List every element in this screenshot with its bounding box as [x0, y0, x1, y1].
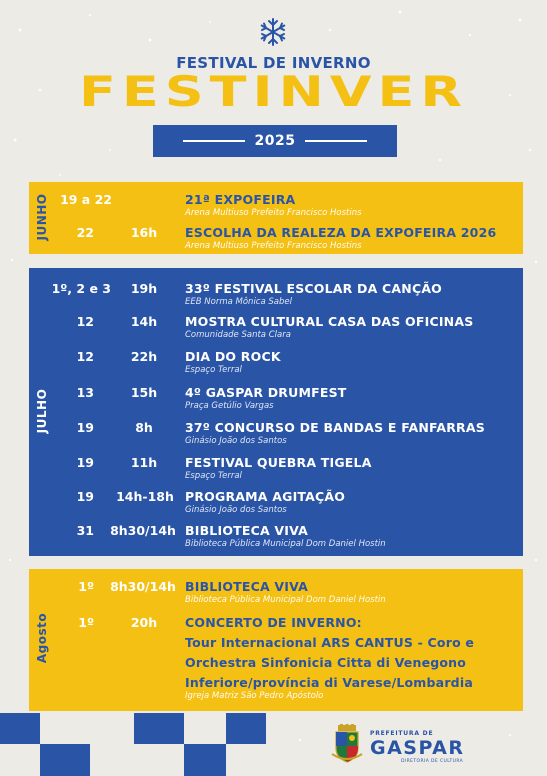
- event-time: 19h: [130, 281, 158, 296]
- month-label-august: Agosto: [35, 612, 49, 664]
- city-crest-icon: [330, 724, 364, 764]
- logo-department-text: DIRETORIA DE CULTURA: [401, 759, 464, 764]
- event-time: 8h: [135, 420, 153, 435]
- event-venue: Espaço Terral: [185, 365, 242, 375]
- event-venue: Arena Multiuso Prefeito Francisco Hostins: [185, 208, 362, 218]
- event-venue: Igreja Matriz São Pedro Apóstolo: [185, 691, 324, 701]
- section-july: [29, 268, 523, 556]
- month-label-june: JUNHO: [35, 193, 49, 241]
- event-time: 11h: [130, 455, 158, 470]
- event-title: PROGRAMA AGITAÇÃO: [185, 489, 346, 504]
- event-date: 19: [76, 455, 94, 470]
- event-date: 12: [76, 349, 94, 364]
- event-description-line: Orchestra Sinfonicia Citta di Venegono: [185, 655, 467, 670]
- event-time: 20h: [130, 615, 158, 630]
- event-venue: Praça Getúlio Vargas: [185, 401, 274, 411]
- event-venue: Comunidade Santa Clara: [185, 330, 291, 340]
- event-title: 37º CONCURSO DE BANDAS E FANFARRAS: [185, 420, 485, 435]
- event-title: DIA DO ROCK: [185, 349, 281, 364]
- event-venue: Ginásio João dos Santos: [185, 505, 287, 515]
- event-date: 12: [76, 314, 94, 329]
- event-title: MOSTRA CULTURAL CASA DAS OFICINAS: [185, 314, 474, 329]
- event-time: 8h30/14h: [110, 523, 176, 538]
- section-june: [29, 182, 523, 254]
- festival-subtitle: FESTIVAL DE INVERNO: [176, 54, 371, 72]
- event-description-line: Inferiore/província di Varese/Lombardia: [185, 675, 473, 690]
- section-august: [29, 569, 523, 711]
- event-time: 14h-18h: [116, 489, 174, 504]
- event-title: 33º FESTIVAL ESCOLAR DA CANÇÃO: [185, 281, 443, 296]
- event-time: 14h: [130, 314, 158, 329]
- event-title: BIBLIOTECA VIVA: [185, 579, 309, 594]
- checker-pattern-decoration: [0, 713, 270, 776]
- year-text: 2025: [254, 133, 296, 149]
- event-date: 19 a 22: [60, 192, 112, 207]
- event-time: 15h: [130, 385, 158, 400]
- snowflake-icon: [258, 17, 288, 47]
- event-venue: EEB Norma Mônica Sabel: [185, 297, 292, 307]
- event-date: 19: [76, 489, 94, 504]
- event-time: 16h: [130, 225, 158, 240]
- year-line-left: [183, 140, 245, 142]
- event-venue: Espaço Terral: [185, 471, 242, 481]
- event-title: 4º GASPAR DRUMFEST: [185, 385, 347, 400]
- event-title: ESCOLHA DA REALEZA DA EXPOFEIRA 2026: [185, 225, 497, 240]
- year-banner: [153, 125, 397, 157]
- gaspar-logo: [330, 724, 490, 768]
- event-date: 13: [76, 385, 94, 400]
- logo-prefeitura-text: PREFEITURA DE: [370, 730, 434, 737]
- event-time: 22h: [130, 349, 158, 364]
- brand-title: FESTINVER: [78, 66, 469, 117]
- event-date: 1º: [78, 615, 94, 630]
- event-date: 22: [76, 225, 94, 240]
- event-title: 21ª EXPOFEIRA: [185, 192, 296, 207]
- event-venue: Arena Multiuso Prefeito Francisco Hostins: [185, 241, 362, 251]
- event-title: FESTIVAL QUEBRA TIGELA: [185, 455, 372, 470]
- event-date: 1º, 2 e 3: [51, 281, 111, 296]
- event-date: 1º: [78, 579, 94, 594]
- event-venue: Biblioteca Pública Municipal Dom Daniel Hostin: [185, 595, 386, 605]
- event-title: BIBLIOTECA VIVA: [185, 523, 309, 538]
- year-line-right: [305, 140, 367, 142]
- event-date: 31: [76, 523, 94, 538]
- event-description-line: Tour Internacional ARS CANTUS - Coro e: [185, 635, 475, 650]
- event-date: 19: [76, 420, 94, 435]
- month-label-july: JULHO: [35, 388, 49, 434]
- event-time: 8h30/14h: [110, 579, 176, 594]
- event-venue: Biblioteca Pública Municipal Dom Daniel Hostin: [185, 539, 386, 549]
- event-venue: Ginásio João dos Santos: [185, 436, 287, 446]
- event-title: CONCERTO DE INVERNO:: [185, 615, 362, 630]
- logo-city-text: GASPAR: [370, 737, 465, 759]
